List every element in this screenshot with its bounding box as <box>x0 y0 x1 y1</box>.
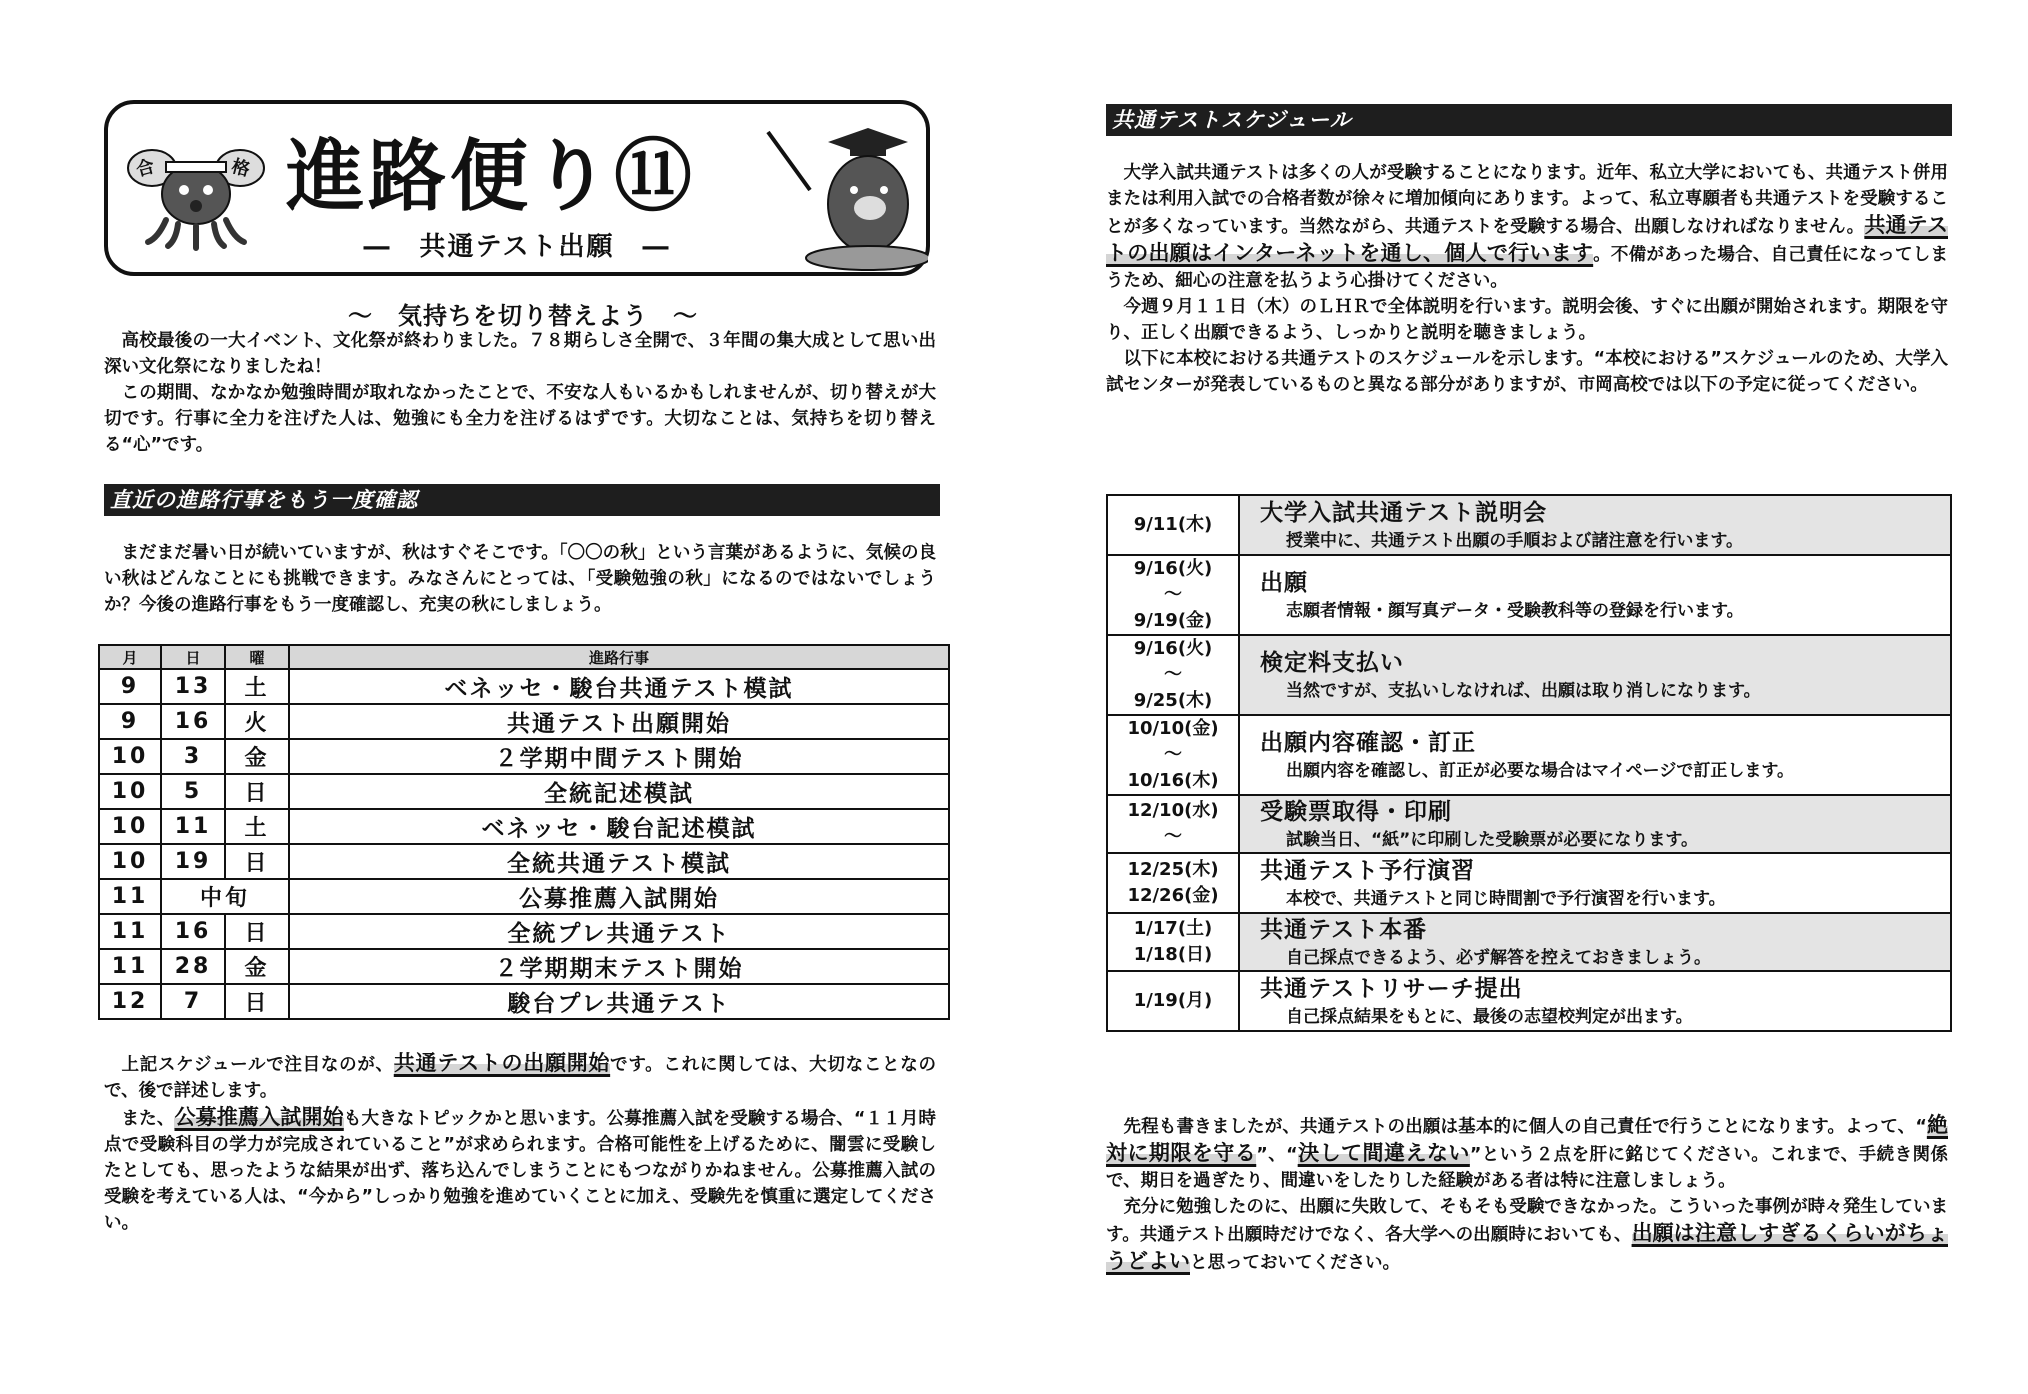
schedule-intro-p1 <box>1106 160 1948 294</box>
event-name: 共通テスト出願開始 <box>289 704 949 739</box>
schedule-item-detail: 授業中に、共通テスト出願の手順および諸注意を行います。 <box>1286 531 1743 551</box>
event-weekday: 日 <box>225 774 289 809</box>
p5-highlight: 出願は注意しすぎるくらいがちょうどよい <box>1106 1221 1948 1273</box>
p4-highlight-2: 決して間違えない <box>1297 1141 1470 1165</box>
event-row <box>99 879 949 914</box>
event-name: ２学期期末テスト開始 <box>289 949 949 984</box>
badge-char-1: 合 <box>133 155 157 181</box>
schedule-date <box>1107 853 1239 913</box>
graduate-mascot-icon <box>758 112 928 272</box>
event-name: 全統共通テスト模試 <box>289 844 949 879</box>
event-row <box>99 669 949 704</box>
note-1-text-b: です。これに関しては、大切なことなので、後で詳述します。 <box>104 1055 936 1101</box>
event-name: ベネッセ・駿台記述模試 <box>289 809 949 844</box>
schedule-date-line: 10/10(金) <box>1127 718 1219 739</box>
schedule-description <box>1239 495 1951 555</box>
p5-text-a: 充分に勉強したのに、出願に失敗して、そもそも受験できなかった。こういった事例が時々発生しています。共通テスト出願時だけでなく、各大学への出願時においても、 <box>1106 1197 1948 1245</box>
schedule-date-line: ～ <box>1164 826 1182 847</box>
schedule-item-title: 出願 <box>1260 570 1308 596</box>
closing-p1 <box>1106 1112 1948 1194</box>
schedule-row <box>1107 795 1951 853</box>
event-day: 11 <box>161 809 225 844</box>
schedule-item-title: 大学入試共通テスト説明会 <box>1260 500 1548 526</box>
schedule-row <box>1107 913 1951 971</box>
schedule-date-line: 1/17(土) <box>1133 918 1213 939</box>
left-page <box>98 0 948 1394</box>
schedule-description <box>1239 795 1951 853</box>
p4-text-a: 先程も書きましたが、共通テストの出願は基本的に個人の自己責任で行うことになります。よって、“ <box>1123 1117 1927 1137</box>
schedule-date-line: 12/25(木) <box>1127 859 1219 880</box>
event-weekday: 土 <box>225 809 289 844</box>
schedule-description <box>1239 913 1951 971</box>
schedule-date <box>1107 795 1239 853</box>
event-day: 28 <box>161 949 225 984</box>
schedule-item-detail: 出願内容を確認し、訂正が必要な場合はマイページで訂正します。 <box>1286 761 1794 781</box>
event-row <box>99 809 949 844</box>
event-month: 10 <box>99 844 161 879</box>
schedule-intro <box>1106 160 1948 398</box>
schedule-description <box>1239 971 1951 1031</box>
note-2-text-a: また、 <box>121 1109 175 1129</box>
schedule-date-line: 12/10(水) <box>1127 800 1219 821</box>
event-weekday: 日 <box>225 914 289 949</box>
schedule-item-title: 出願内容確認・訂正 <box>1260 730 1476 756</box>
p1-text-b: 。不備があった場合、自己責任になってしまうため、細心の注意を払うよう心掛けてください。 <box>1106 245 1949 291</box>
event-row <box>99 774 949 809</box>
event-weekday: 日 <box>225 844 289 879</box>
schedule-date <box>1107 715 1239 795</box>
event-day: 3 <box>161 739 225 774</box>
schedule-description <box>1239 715 1951 795</box>
event-day: 5 <box>161 774 225 809</box>
event-month: 9 <box>99 669 161 704</box>
p5-text-b: と思っておいてください。 <box>1190 1253 1400 1273</box>
event-name: 全統記述模試 <box>289 774 949 809</box>
schedule-row <box>1107 715 1951 795</box>
col-month: 月 <box>99 645 161 669</box>
newsletter-subtitle: ― 共通テスト出願 ― <box>363 232 671 262</box>
badge-char-2: 格 <box>229 155 253 181</box>
note-1-highlight: 共通テストの出願開始 <box>393 1051 611 1075</box>
note-paragraph-2 <box>104 1104 936 1236</box>
schedule-band-heading: 共通テストスケジュール <box>1106 104 1952 136</box>
event-row <box>99 739 949 774</box>
schedule-date <box>1107 495 1239 555</box>
schedule-row <box>1107 555 1951 635</box>
schedule-date <box>1107 971 1239 1031</box>
event-day: 16 <box>161 914 225 949</box>
event-month: 11 <box>99 949 161 984</box>
section1-paragraph-1: 高校最後の一大イベント、文化祭が終わりました。７８期らしさ全開で、３年間の集大成として思い出深い文化祭になりましたね！ <box>104 331 936 377</box>
event-day-span: 中旬 <box>161 879 289 914</box>
p4-text-mid: ”、“ <box>1256 1145 1298 1165</box>
event-name: 公募推薦入試開始 <box>289 879 949 914</box>
schedule-date-line: 9/16(火) <box>1133 638 1213 659</box>
schedule-description <box>1239 635 1951 715</box>
events-table <box>98 644 950 1020</box>
right-page <box>1106 0 1952 1394</box>
schedule-date-line: 1/19(月) <box>1133 990 1213 1011</box>
schedule-intro-p3: 以下に本校における共通テストのスケジュールを示します。“本校における”スケジュールのため、大学入試センターが発表しているものと異なる部分がありますが、市岡高校では以下の予定に従ってください。 <box>1106 349 1948 395</box>
schedule-description <box>1239 853 1951 913</box>
p4-highlight-1: 絶対に期限を守る <box>1106 1113 1948 1165</box>
schedule-date-line: ～ <box>1164 744 1182 765</box>
event-name: 駿台プレ共通テスト <box>289 984 949 1019</box>
masthead <box>104 100 930 276</box>
note-2-text-b: も大きなトピックかと思います。公募推薦入試を受験する場合、“１１月時点で受験科目の学力が完成されていること”が求められます。合格可能性を上げるために、闇雲に受験したとしても、思ったような結果が出ず、落ち込んでしまうことにもつながりかねません。公募推薦入試の受験を考えている人は、“今から”しっかり勉強を進めていくことに加え、受験先を慎重に選定してください。 <box>104 1109 937 1233</box>
schedule-row <box>1107 635 1951 715</box>
schedule-item-detail: 自己採点結果をもとに、最後の志望校判定が出ます。 <box>1286 1007 1693 1027</box>
section2-band-heading: 直近の進路行事をもう一度確認 <box>104 484 940 516</box>
schedule-item-title: 共通テストリサーチ提出 <box>1260 976 1523 1002</box>
note-1-text-a: 上記スケジュールで注目なのが、 <box>121 1055 394 1075</box>
event-day: 16 <box>161 704 225 739</box>
event-month: 9 <box>99 704 161 739</box>
event-month: 10 <box>99 809 161 844</box>
closing-p2 <box>1106 1194 1948 1276</box>
event-day: 19 <box>161 844 225 879</box>
section1-body <box>104 328 936 458</box>
event-weekday: 日 <box>225 984 289 1019</box>
schedule-item-title: 共通テスト予行演習 <box>1260 858 1476 884</box>
schedule-date-line: 1/18(日) <box>1133 944 1213 965</box>
section1-heading: ～ 気持ちを切り替えよう ～ <box>348 302 698 330</box>
event-row <box>99 949 949 984</box>
event-row <box>99 914 949 949</box>
event-weekday: 金 <box>225 739 289 774</box>
col-event: 進路行事 <box>289 645 949 669</box>
schedule-date <box>1107 635 1239 715</box>
schedule-item-title: 共通テスト本番 <box>1260 917 1428 943</box>
event-row <box>99 704 949 739</box>
event-weekday: 土 <box>225 669 289 704</box>
section2-intro <box>104 540 936 618</box>
schedule-date-line: 10/16(木) <box>1127 770 1219 791</box>
schedule-date-line: 9/11(木) <box>1133 514 1213 535</box>
schedule-row <box>1107 971 1951 1031</box>
event-day: 13 <box>161 669 225 704</box>
event-weekday: 金 <box>225 949 289 984</box>
schedule-row <box>1107 495 1951 555</box>
schedule-date-line: 9/19(金) <box>1133 610 1213 631</box>
event-month: 11 <box>99 879 161 914</box>
events-header-row <box>99 645 949 669</box>
schedule-date-line: 9/16(火) <box>1133 558 1213 579</box>
event-month: 10 <box>99 774 161 809</box>
schedule-item-detail: 本校で、共通テストと同じ時間割で予行演習を行います。 <box>1286 889 1726 909</box>
note-paragraph-1 <box>104 1050 936 1104</box>
event-day: 7 <box>161 984 225 1019</box>
schedule-table <box>1106 494 1952 1032</box>
schedule-date <box>1107 555 1239 635</box>
schedule-item-title: 検定料支払い <box>1260 650 1404 676</box>
section2-intro-text: まだまだ暑い日が続いていますが、秋はすぐそこです。「〇〇の秋」という言葉があるように、気候の良い秋はどんなことにも挑戦できます。みなさんにとっては、「受験勉強の秋」になるのではないでしょうか？今後の進路行事をもう一度確認し、充実の秋にしましょう。 <box>104 543 936 615</box>
schedule-item-detail: 自己採点できるよう、必ず解答を控えておきましょう。 <box>1286 948 1711 968</box>
newsletter-title: 進路便り⑪ <box>286 132 697 222</box>
schedule-item-detail: 試験当日、“紙”に印刷した受験票が必要になります。 <box>1286 830 1698 850</box>
section2-notes <box>104 1050 936 1236</box>
event-row <box>99 984 949 1019</box>
event-name: 全統プレ共通テスト <box>289 914 949 949</box>
event-month: 12 <box>99 984 161 1019</box>
event-month: 10 <box>99 739 161 774</box>
event-name: ベネッセ・駿台共通テスト模試 <box>289 669 949 704</box>
schedule-date-line: 9/25(木) <box>1133 690 1213 711</box>
event-weekday: 火 <box>225 704 289 739</box>
schedule-date-line: ～ <box>1164 584 1182 605</box>
schedule-intro-p2: 今週９月１１日（木）のＬＨＲで全体説明を行います。説明会後、すぐに出願が開始されます。期限を守り、正しく出願できるよう、しっかりと説明を聴きましょう。 <box>1106 297 1948 343</box>
p1-highlight: 共通テストの出願はインターネットを通し、個人で行います <box>1106 213 1948 265</box>
col-weekday: 曜 <box>225 645 289 669</box>
schedule-date <box>1107 913 1239 971</box>
schedule-item-title: 受験票取得・印刷 <box>1260 799 1452 825</box>
schedule-date-line: ～ <box>1164 664 1182 685</box>
section1-paragraph-2: この期間、なかなか勉強時間が取れなかったことで、不安な人もいるかもしれませんが、切り替えが大切です。行事に全力を注げた人は、勉強にも全力を注げるはずです。大切なことは、気持ちを切り替える“心”です。 <box>104 383 936 455</box>
schedule-item-detail: 当然ですが、支払いしなければ、出願は取り消しになります。 <box>1286 681 1761 701</box>
p1-text-a: 大学入試共通テストは多くの人が受験することになります。近年、私立大学においても、共通テスト併用または利用入試での合格者数が徐々に増加傾向にあります。よって、私立専願者も共通テストを受験することが多くなっています。当然ながら、共通テストを受験する場合、出願しなければなりません。 <box>1106 163 1948 237</box>
event-row <box>99 844 949 879</box>
event-name: ２学期中間テスト開始 <box>289 739 949 774</box>
schedule-row <box>1107 853 1951 913</box>
col-day: 日 <box>161 645 225 669</box>
schedule-date-line: 12/26(金) <box>1127 885 1219 906</box>
schedule-description <box>1239 555 1951 635</box>
closing-notes <box>1106 1112 1948 1276</box>
note-2-highlight: 公募推薦入試開始 <box>174 1105 344 1129</box>
p4-text-b: ”という２点を肝に銘じてください。これまで、手続き関係で、期日を過ぎたり、間違いをしたりした経験がある者は特に注意しましょう。 <box>1106 1145 1949 1191</box>
schedule-item-detail: 志願者情報・顔写真データ・受験教科等の登録を行います。 <box>1286 601 1744 621</box>
event-month: 11 <box>99 914 161 949</box>
